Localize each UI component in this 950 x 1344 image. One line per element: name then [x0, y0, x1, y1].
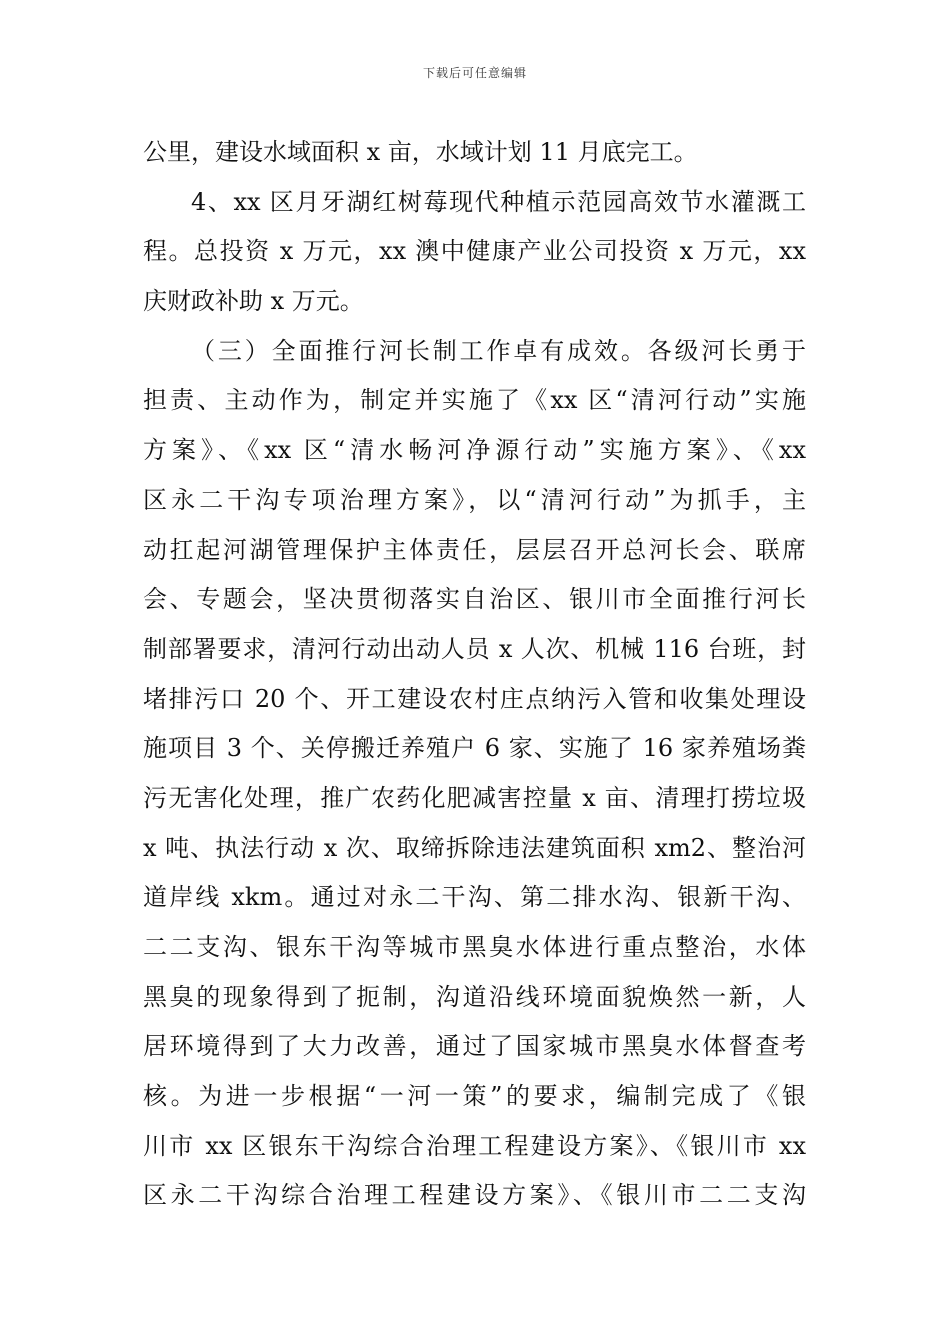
text-line: 堵排污口 20 个、开工建设农村庄点纳污入管和收集处理设: [143, 684, 806, 713]
text-line: 核。为进一步根据“一河一策”的要求，编制完成了《银: [143, 1082, 806, 1111]
text-line: 会、专题会，坚决贯彻落实自治区、银川市全面推行河长: [143, 585, 806, 614]
text-line: 居环境得到了大力改善，通过了国家城市黑臭水体督查考: [143, 1032, 806, 1061]
text-line: 庆财政补助 x 万元。: [143, 287, 364, 316]
text-line: 区永二干沟综合治理工程建设方案》、《银川市二二支沟: [143, 1181, 806, 1210]
text-line: 道岸线 xkm。通过对永二干沟、第二排水沟、银新干沟、: [143, 883, 806, 912]
text-line: 川市 xx 区银东干沟综合治理工程建设方案》、《银川市 xx: [143, 1131, 806, 1160]
text-line: 公里，建设水域面积 x 亩，水域计划 11 月底完工。: [143, 138, 698, 166]
text-line: 担责、主动作为，制定并实施了《xx 区“清河行动”实施: [143, 386, 806, 415]
text-line: 二二支沟、银东干沟等城市黑臭水体进行重点整治，水体: [143, 933, 806, 961]
text-line: 黑臭的现象得到了扼制，沟道沿线环境面貌焕然一新，人: [143, 982, 806, 1011]
text-line: 方案》、《xx 区“清水畅河净源行动”实施方案》、《xx: [143, 436, 806, 465]
text-line: 动扛起河湖管理保护主体责任，层层召开总河长会、联席: [143, 535, 806, 564]
text-line: 制部署要求，清河行动出动人员 x 人次、机械 116 台班，封: [143, 634, 806, 663]
text-line: 污无害化处理，推广农药化肥减害控量 x 亩、清理打捞垃圾: [143, 783, 806, 812]
text-line: x 吨、执法行动 x 次、取缔拆除违法建筑面积 xm2、整治河: [143, 833, 806, 862]
document-body: [143, 128, 806, 1221]
text-line: 施项目 3 个、关停搬迁养殖户 6 家、实施了 16 家养殖场粪: [143, 734, 806, 763]
text-line: 程。总投资 x 万元，xx 澳中健康产业公司投资 x 万元，xx: [143, 237, 806, 266]
page-header: 下载后可任意编辑: [422, 66, 527, 80]
text-line: 4、xx 区月牙湖红树莓现代种植示范园高效节水灌溉工: [191, 187, 806, 216]
text-line: 区永二干沟专项治理方案》，以“清河行动”为抓手，主: [143, 485, 806, 514]
text-line: （三）全面推行河长制工作卓有成效。各级河长勇于: [191, 336, 806, 365]
